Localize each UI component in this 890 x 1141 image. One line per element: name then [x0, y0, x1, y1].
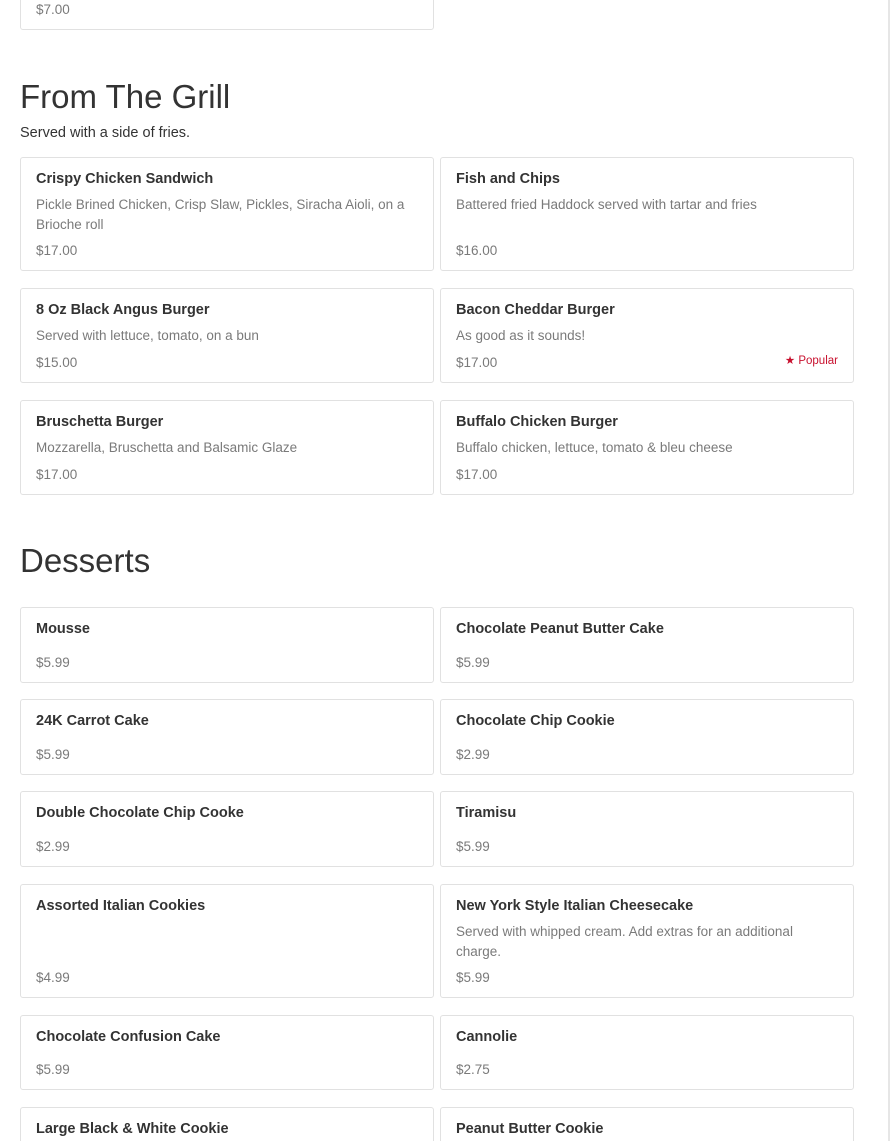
menu-item-card[interactable]: [20, 400, 434, 495]
menu-item-card[interactable]: [20, 0, 434, 30]
item-price: $15.00: [36, 355, 78, 370]
item-name: 8 Oz Black Angus Burger: [36, 302, 210, 318]
menu-item-card[interactable]: [440, 791, 854, 867]
item-name: Tiramisu: [456, 805, 517, 821]
item-price: $17.00: [36, 467, 78, 482]
item-price: $17.00: [456, 355, 498, 370]
item-description: Pickle Brined Chicken, Crisp Slaw, Pickles, Siracha Aioli, on a Brioche roll: [36, 197, 405, 232]
item-price: $16.00: [456, 243, 498, 258]
item-name: Mousse: [36, 621, 90, 637]
menu-item-card[interactable]: [440, 1015, 854, 1090]
section-title-desserts: Desserts: [20, 542, 151, 579]
menu-item-card[interactable]: [440, 400, 854, 495]
item-price: $5.99: [36, 655, 70, 670]
item-price: $17.00: [36, 243, 78, 258]
item-name: Double Chocolate Chip Cooke: [36, 805, 244, 821]
menu-item-card[interactable]: [440, 607, 854, 683]
item-name: Chocolate Confusion Cake: [36, 1029, 221, 1045]
menu-item-card[interactable]: [20, 607, 434, 683]
item-price: $5.99: [456, 970, 490, 985]
menu-item-card[interactable]: [20, 288, 434, 383]
item-price: $2.99: [456, 747, 490, 762]
popular-badge: ★ Popular: [784, 355, 838, 367]
item-price: $5.99: [36, 1062, 70, 1077]
item-name: Peanut Butter Cookie: [456, 1121, 604, 1137]
item-name: Chocolate Chip Cookie: [456, 713, 615, 729]
item-price: $5.99: [456, 839, 490, 854]
menu-item-card[interactable]: [20, 157, 434, 271]
item-price: $17.00: [456, 467, 498, 482]
item-name: Fish and Chips: [456, 171, 560, 187]
item-price: $2.75: [456, 1062, 490, 1077]
item-price: $5.99: [36, 747, 70, 762]
menu-item-card[interactable]: [440, 1107, 854, 1141]
menu-item-card[interactable]: [440, 884, 854, 998]
item-price: $2.99: [36, 839, 70, 854]
item-name: Large Black & White Cookie: [36, 1121, 229, 1137]
item-name: Bruschetta Burger: [36, 414, 164, 430]
item-description: Battered fried Haddock served with tartar and fries: [456, 197, 757, 212]
item-name: Buffalo Chicken Burger: [456, 414, 618, 430]
menu-item-card[interactable]: [20, 791, 434, 867]
menu-item-card[interactable]: [20, 1107, 434, 1141]
item-name: Bacon Cheddar Burger: [456, 302, 615, 318]
section-subtitle-grill: Served with a side of fries.: [20, 125, 191, 141]
item-price: $5.99: [456, 655, 490, 670]
item-name: Cannolie: [456, 1029, 518, 1045]
menu-item-card[interactable]: [20, 884, 434, 998]
item-price: $7.00: [36, 2, 70, 17]
item-name: New York Style Italian Cheesecake: [456, 898, 694, 914]
menu-item-card[interactable]: [20, 1015, 434, 1090]
item-description: Served with lettuce, tomato, on a bun: [36, 328, 259, 343]
item-description: Served with whipped cream. Add extras for an additional charge.: [456, 924, 793, 959]
menu-item-card[interactable]: [440, 288, 854, 383]
item-price: $4.99: [36, 970, 70, 985]
item-name: Crispy Chicken Sandwich: [36, 171, 214, 187]
section-title-grill: From The Grill: [20, 78, 231, 115]
item-description: Buffalo chicken, lettuce, tomato & bleu cheese: [456, 440, 733, 455]
menu-item-card[interactable]: [440, 157, 854, 271]
menu-item-card[interactable]: [440, 699, 854, 775]
menu-item-card[interactable]: [20, 699, 434, 775]
item-name: Chocolate Peanut Butter Cake: [456, 621, 664, 637]
item-description: As good as it sounds!: [456, 328, 586, 343]
item-name: 24K Carrot Cake: [36, 713, 149, 729]
item-name: Assorted Italian Cookies: [36, 898, 206, 914]
item-description: Mozzarella, Bruschetta and Balsamic Glaze: [36, 440, 298, 455]
